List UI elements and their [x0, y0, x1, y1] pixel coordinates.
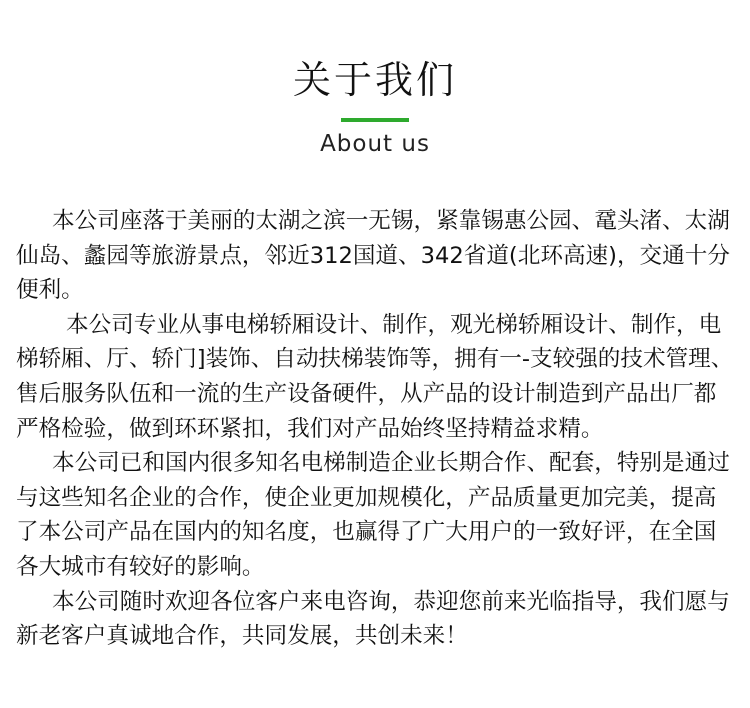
paragraph-business: 本公司专业从事电梯轿厢设计、制作，观光梯轿厢设计、制作，电梯轿厢、厅、轿门]装饰、自动扶梯装饰等，拥有一-支较强的技术管理、售后服务队伍和一流的生产设备硬件，从产品的设计制造到产品出厂都严格检验，做到环环紧扣，我们对产品始终坚持精益求精。 [16, 311, 734, 442]
paragraph-location: 本公司座落于美丽的太湖之滨一无锡，紧靠锡惠公园、鼋头渚、太湖仙岛、蠡园等旅游景点，邻近312国道、342省道(北环高速)，交通十分便利。 [16, 208, 730, 304]
company-description [16, 204, 734, 654]
page-subtitle: About us [320, 131, 430, 157]
about-header [0, 0, 750, 170]
title-underline-accent [341, 118, 409, 122]
paragraph-partners: 本公司已和国内很多知名电梯制造企业长期合作、配套，特别是通过与这些知名企业的合作，使企业更加规模化，产品质量更加完美，提高了本公司产品在国内的知名度，也赢得了广大用户的一致好评，在全国各大城市有较好的影响。 [16, 450, 730, 580]
paragraph-welcome: 本公司随时欢迎各位客户来电咨询，恭迎您前来光临指导，我们愿与新老客户真诚地合作，共同发展，共创未来！ [16, 588, 730, 650]
page-title: 关于我们 [292, 58, 457, 102]
